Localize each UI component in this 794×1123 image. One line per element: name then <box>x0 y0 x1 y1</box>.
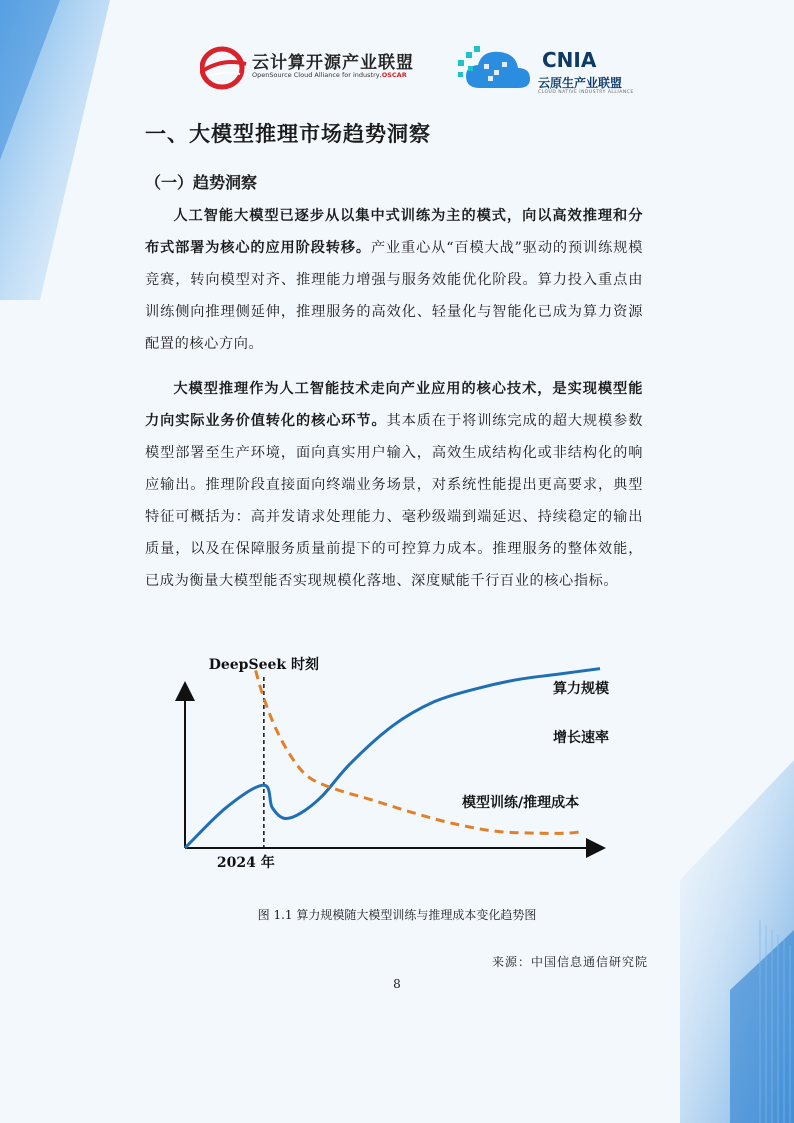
oscar-name-cn: 云计算开源产业联盟 <box>252 53 414 73</box>
figure-source: 来源：中国信息通信研究院 <box>491 955 648 969</box>
oscar-name-en: OpenSource Cloud Alliance for industry,OSCAR <box>252 71 407 79</box>
cnia-name-cn: 云原生产业联盟 <box>538 76 623 90</box>
series-label-cost: 模型训练/推理成本 <box>462 795 580 811</box>
figure-caption: 图 1.1 算力规模随大模型训练与推理成本变化趋势图 <box>257 908 537 922</box>
section-title: 一、大模型推理市场趋势洞察 <box>145 122 431 146</box>
deepseek-marker-label: DeepSeek 时刻 <box>208 657 319 673</box>
oscar-emblem-icon <box>200 46 248 90</box>
paragraph-2 <box>145 373 643 597</box>
paragraph-2-rest: 其本质在于将训练完成的超大规模参数模型部署至生产环境，面向真实用户输入，高效生成结构化或非结构化的响应输出。推理阶段直接面向终端业务场景，对系统性能提出更高要求，典型特征可概括为：高并发请求处理能力、毫秒级端到端延迟、持续稳定的输出质量，以及在保障服务质量前提下的可控算力成本。推理服务的整体效能，已成为衡量大模型能否实现规模化落地、深度赋能千行百业的核心指标。 <box>145 413 643 589</box>
series-label-compute-2: 增长速率 <box>553 730 609 746</box>
cnia-logo <box>458 44 638 94</box>
cnia-name-en: CLOUD NATIVE INDUSTRY ALLIANCE <box>538 90 634 95</box>
trend-chart <box>170 645 620 880</box>
series-compute-growth-line <box>185 669 600 848</box>
cnia-abbr: CNIA <box>542 48 597 72</box>
paragraph-1-bold: 人工智能大模型已逐步从以集中式训练为主的模式，向以高效推理和分布式部署为核心的应用阶段转移。 <box>145 208 643 256</box>
series-label-compute-1: 算力规模 <box>553 681 609 697</box>
page-number: 8 <box>393 977 401 991</box>
oscar-logo <box>200 46 414 90</box>
paragraph-2-bold: 大模型推理作为人工智能技术走向产业应用的核心技术，是实现模型能力向实际业务价值转化的核心环节。 <box>145 381 643 429</box>
paragraph-1-rest: 产业重心从“百模大战”驱动的预训练规模竞赛，转向模型对齐、推理能力增强与服务效能优化阶段。算力投入重点由训练侧向推理侧延伸，推理服务的高效化、轻量化与智能化已成为算力资源配置的核心方向。 <box>145 240 643 352</box>
subsection-title: （一）趋势洞察 <box>145 173 258 192</box>
x-axis-label: 2024 年 <box>216 855 275 871</box>
paragraph-1 <box>145 200 643 360</box>
cnia-cloud-icon <box>458 44 536 94</box>
